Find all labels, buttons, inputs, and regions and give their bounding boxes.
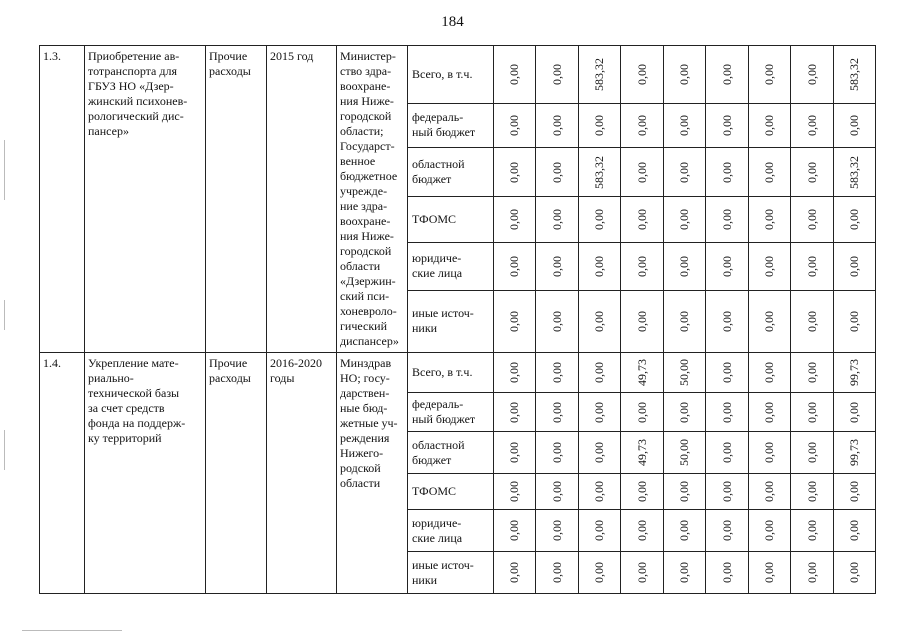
table-row [40, 353, 876, 393]
value-cell [749, 510, 791, 552]
value-cell [621, 104, 664, 148]
value-text: 0,00 [677, 562, 691, 583]
value-text: 0,00 [677, 401, 691, 423]
value-text: 0,00 [719, 481, 734, 502]
value-cell [749, 290, 791, 352]
value-cell [791, 510, 834, 552]
value-text: 0,00 [549, 64, 564, 86]
value-text: 583,32 [592, 155, 606, 189]
value-text: 0,00 [804, 255, 819, 277]
value-cell [536, 393, 579, 432]
value-cell [791, 147, 834, 197]
value-text: 0,00 [804, 401, 819, 423]
item-title: Укрепление мате- риально- технической базы за счет средств фонда на поддерж- ку территорий [85, 353, 206, 594]
value-text: 0,00 [804, 362, 819, 383]
value-text: 0,00 [762, 209, 776, 231]
page-number: 184 [441, 14, 464, 30]
item-number: 1.4. [40, 353, 85, 594]
value-text: 0,00 [847, 481, 861, 502]
value-text: 0,00 [762, 362, 776, 383]
value-cell [791, 290, 834, 352]
expense-type: Прочие расходы [206, 353, 267, 594]
value-cell [621, 552, 664, 594]
value-cell [664, 290, 706, 352]
funding-source: Всего, в т.ч. [408, 46, 494, 104]
value-cell [579, 474, 621, 510]
value-cell [621, 474, 664, 510]
value-cell [494, 552, 536, 594]
value-cell [494, 393, 536, 432]
value-cell [706, 393, 749, 432]
margin-mark [4, 140, 5, 200]
value-cell [749, 243, 791, 291]
value-text: 0,00 [804, 114, 819, 136]
value-text: 0,00 [592, 442, 606, 463]
value-text: 0,00 [507, 209, 521, 231]
value-text: 0,00 [507, 562, 521, 583]
value-text: 0,00 [847, 520, 861, 541]
value-cell [749, 474, 791, 510]
value-cell [664, 243, 706, 291]
value-text: 0,00 [719, 520, 734, 541]
value-text: 0,00 [762, 161, 776, 183]
value-text: 0,00 [592, 520, 606, 541]
value-text: 0,00 [719, 114, 734, 136]
value-cell [494, 290, 536, 352]
value-text: 0,00 [634, 562, 649, 583]
item-title: Приобретение ав- тотранспорта для ГБУЗ НО «Дзер- жинский психонев- рологический дис- пансер» [85, 46, 206, 353]
value-cell [664, 46, 706, 104]
value-text: 0,00 [762, 442, 776, 463]
value-text: 0,00 [762, 562, 776, 583]
funding-source: юридиче- ские лица [408, 510, 494, 552]
value-text: 0,00 [507, 64, 521, 86]
value-cell [494, 197, 536, 243]
value-cell [579, 46, 621, 104]
value-cell [791, 432, 834, 474]
value-text: 0,00 [549, 114, 564, 136]
value-cell [494, 474, 536, 510]
value-text: 0,00 [634, 161, 649, 183]
value-text: 49,73 [634, 439, 649, 466]
value-text: 0,00 [677, 520, 691, 541]
value-text: 583,32 [847, 58, 861, 92]
value-cell [664, 432, 706, 474]
value-cell [621, 46, 664, 104]
value-cell [621, 510, 664, 552]
value-text: 0,00 [634, 114, 649, 136]
value-text: 0,00 [549, 481, 564, 502]
value-text: 0,00 [847, 310, 861, 332]
value-cell [706, 104, 749, 148]
value-text: 50,00 [677, 439, 691, 466]
value-cell [706, 474, 749, 510]
value-cell [791, 197, 834, 243]
item-number: 1.3. [40, 46, 85, 353]
value-text: 0,00 [507, 481, 521, 502]
value-text: 0,00 [549, 310, 564, 332]
funding-source: областной бюджет [408, 432, 494, 474]
value-text: 0,00 [847, 255, 861, 277]
funding-source: ТФОМС [408, 474, 494, 510]
executor: Министер- ство здра- воохране- ния Ниже- городской области; Государст- венное бюджетное учрежде- ние здра- воохране- ния Ниже- городской области «Дзержин- ский пси- хоневроло- гический диспансер» [337, 46, 408, 353]
value-text: 0,00 [804, 481, 819, 502]
value-cell [749, 197, 791, 243]
value-cell [664, 197, 706, 243]
value-cell [791, 46, 834, 104]
value-text: 0,00 [507, 161, 521, 183]
executor: Минздрав НО; госу- дарствен- ные бюд- жетные уч- реждения Нижего- родской области [337, 353, 408, 594]
value-text: 0,00 [634, 255, 649, 277]
value-cell [706, 197, 749, 243]
value-cell [749, 104, 791, 148]
value-cell [706, 510, 749, 552]
value-cell [579, 197, 621, 243]
budget-table [39, 45, 876, 594]
value-text: 0,00 [719, 362, 734, 383]
value-cell [706, 147, 749, 197]
funding-source: Всего, в т.ч. [408, 353, 494, 393]
value-cell [579, 353, 621, 393]
value-text: 0,00 [762, 401, 776, 423]
value-text: 99,73 [847, 439, 861, 466]
value-text: 0,00 [847, 401, 861, 423]
value-cell [536, 510, 579, 552]
value-cell [706, 432, 749, 474]
value-text: 0,00 [719, 562, 734, 583]
value-cell [494, 104, 536, 148]
value-cell [834, 290, 876, 352]
value-cell [749, 432, 791, 474]
value-cell [834, 510, 876, 552]
value-text: 0,00 [719, 209, 734, 231]
value-text: 0,00 [507, 114, 521, 136]
value-cell [579, 243, 621, 291]
value-cell [834, 552, 876, 594]
period: 2016-2020 годы [267, 353, 337, 594]
funding-source: иные источ- ники [408, 552, 494, 594]
value-text: 0,00 [762, 481, 776, 502]
value-text: 0,00 [507, 401, 521, 423]
value-text: 0,00 [719, 64, 734, 86]
margin-mark [22, 630, 122, 631]
value-text: 0,00 [634, 209, 649, 231]
value-cell [494, 243, 536, 291]
value-text: 0,00 [677, 481, 691, 502]
value-text: 0,00 [634, 481, 649, 502]
value-text: 0,00 [592, 310, 606, 332]
value-cell [834, 393, 876, 432]
value-cell [536, 290, 579, 352]
value-text: 0,00 [804, 64, 819, 86]
value-text: 0,00 [634, 401, 649, 423]
value-text: 0,00 [762, 310, 776, 332]
value-cell [536, 46, 579, 104]
value-cell [579, 432, 621, 474]
value-text: 50,00 [677, 359, 691, 386]
value-cell [579, 290, 621, 352]
value-text: 0,00 [847, 114, 861, 136]
value-cell [536, 243, 579, 291]
table-row [40, 46, 876, 104]
value-text: 0,00 [677, 255, 691, 277]
value-cell [791, 243, 834, 291]
value-text: 0,00 [719, 310, 734, 332]
expense-type: Прочие расходы [206, 46, 267, 353]
value-text: 0,00 [677, 161, 691, 183]
value-text: 99,73 [847, 359, 861, 386]
value-text: 0,00 [804, 310, 819, 332]
value-text: 49,73 [634, 359, 649, 386]
value-text: 0,00 [549, 255, 564, 277]
value-text: 0,00 [847, 209, 861, 231]
value-cell [579, 104, 621, 148]
value-cell [834, 432, 876, 474]
value-text: 0,00 [549, 401, 564, 423]
value-cell [834, 147, 876, 197]
value-text: 0,00 [719, 255, 734, 277]
value-cell [536, 147, 579, 197]
value-cell [834, 474, 876, 510]
value-cell [621, 393, 664, 432]
margin-mark [4, 300, 5, 330]
value-cell [579, 510, 621, 552]
value-cell [791, 552, 834, 594]
value-cell [834, 197, 876, 243]
value-cell [494, 147, 536, 197]
value-text: 0,00 [549, 209, 564, 231]
value-cell [621, 147, 664, 197]
value-text: 0,00 [592, 401, 606, 423]
value-cell [664, 510, 706, 552]
value-text: 0,00 [762, 520, 776, 541]
value-cell [706, 290, 749, 352]
value-text: 583,32 [847, 155, 861, 189]
value-text: 0,00 [677, 114, 691, 136]
funding-source: ТФОМС [408, 197, 494, 243]
value-cell [494, 353, 536, 393]
value-cell [621, 290, 664, 352]
funding-source: областной бюджет [408, 147, 494, 197]
value-cell [579, 147, 621, 197]
value-cell [749, 147, 791, 197]
value-cell [494, 46, 536, 104]
value-text: 0,00 [634, 520, 649, 541]
value-cell [664, 393, 706, 432]
value-cell [621, 353, 664, 393]
value-text: 0,00 [507, 362, 521, 383]
value-cell [834, 104, 876, 148]
value-cell [664, 104, 706, 148]
value-cell [579, 552, 621, 594]
value-cell [791, 474, 834, 510]
value-text: 0,00 [549, 442, 564, 463]
value-cell [536, 474, 579, 510]
value-text: 0,00 [549, 362, 564, 383]
value-text: 0,00 [507, 310, 521, 332]
value-text: 0,00 [592, 114, 606, 136]
value-cell [494, 432, 536, 474]
value-cell [834, 46, 876, 104]
value-text: 0,00 [549, 161, 564, 183]
value-cell [749, 46, 791, 104]
period: 2015 год [267, 46, 337, 353]
value-text: 0,00 [719, 442, 734, 463]
value-text: 0,00 [804, 209, 819, 231]
value-text: 0,00 [847, 562, 861, 583]
funding-source: юридиче- ские лица [408, 243, 494, 291]
value-cell [536, 104, 579, 148]
value-text: 0,00 [762, 114, 776, 136]
value-text: 583,32 [592, 58, 606, 92]
value-text: 0,00 [592, 255, 606, 277]
value-cell [749, 552, 791, 594]
margin-mark [4, 430, 5, 470]
value-text: 0,00 [507, 255, 521, 277]
value-text: 0,00 [762, 255, 776, 277]
value-text: 0,00 [592, 209, 606, 231]
value-cell [579, 393, 621, 432]
value-cell [536, 353, 579, 393]
value-cell [536, 432, 579, 474]
value-text: 0,00 [507, 442, 521, 463]
value-cell [749, 353, 791, 393]
value-cell [791, 353, 834, 393]
value-cell [536, 197, 579, 243]
value-cell [664, 552, 706, 594]
value-text: 0,00 [592, 481, 606, 502]
value-text: 0,00 [804, 161, 819, 183]
value-text: 0,00 [804, 442, 819, 463]
value-cell [791, 104, 834, 148]
value-text: 0,00 [549, 562, 564, 583]
value-cell [706, 243, 749, 291]
value-text: 0,00 [592, 562, 606, 583]
value-cell [706, 552, 749, 594]
value-cell [706, 46, 749, 104]
value-text: 0,00 [634, 64, 649, 86]
value-cell [706, 353, 749, 393]
value-cell [621, 243, 664, 291]
value-text: 0,00 [804, 520, 819, 541]
value-cell [536, 552, 579, 594]
value-text: 0,00 [677, 209, 691, 231]
value-cell [664, 147, 706, 197]
funding-source: федераль- ный бюджет [408, 393, 494, 432]
value-text: 0,00 [677, 64, 691, 86]
value-cell [664, 353, 706, 393]
value-cell [749, 393, 791, 432]
value-text: 0,00 [592, 362, 606, 383]
value-text: 0,00 [762, 64, 776, 86]
value-text: 0,00 [719, 161, 734, 183]
value-text: 0,00 [804, 562, 819, 583]
value-text: 0,00 [677, 310, 691, 332]
funding-source: федераль- ный бюджет [408, 104, 494, 148]
value-text: 0,00 [507, 520, 521, 541]
value-cell [494, 510, 536, 552]
value-cell [791, 393, 834, 432]
value-text: 0,00 [634, 310, 649, 332]
value-cell [621, 432, 664, 474]
value-cell [834, 243, 876, 291]
value-text: 0,00 [549, 520, 564, 541]
funding-source: иные источ- ники [408, 290, 494, 352]
value-cell [834, 353, 876, 393]
value-text: 0,00 [719, 401, 734, 423]
value-cell [664, 474, 706, 510]
value-cell [621, 197, 664, 243]
